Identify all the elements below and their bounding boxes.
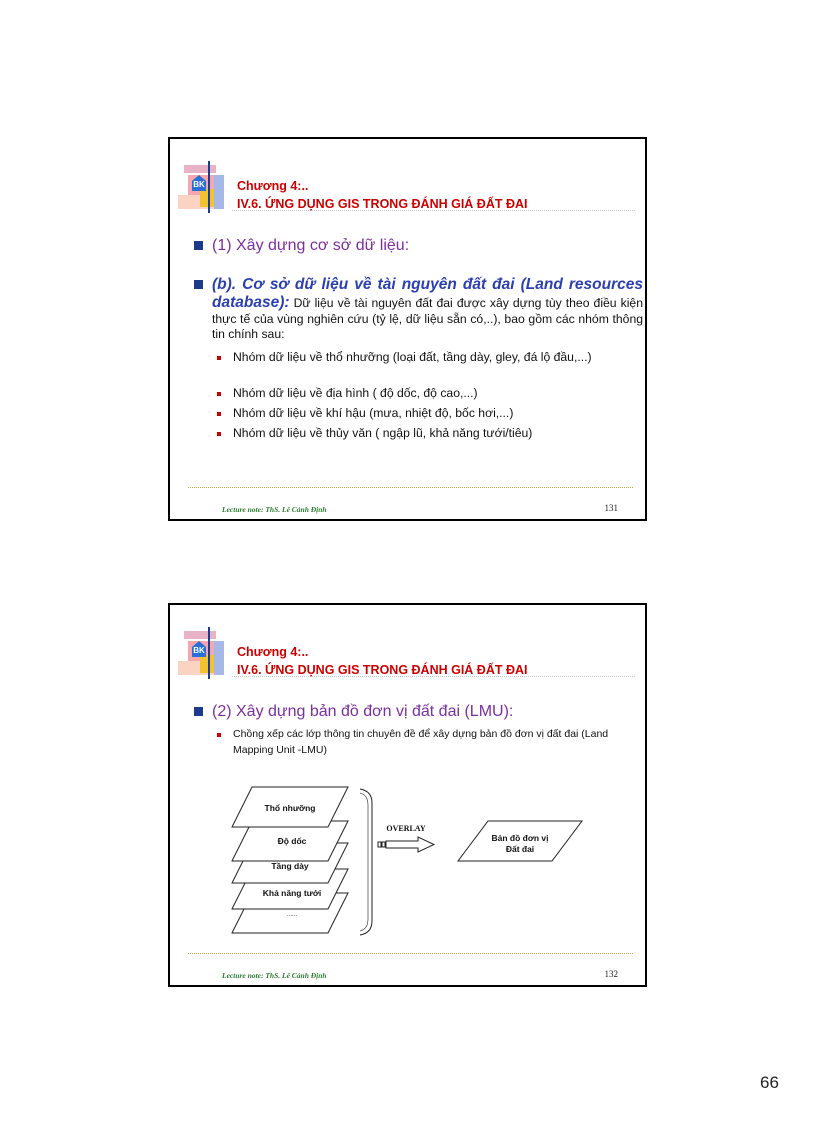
bullet-item: Nhóm dữ liệu về thủy văn ( ngập lũ, khả năng tưới/tiêu): [220, 425, 623, 442]
result-label-line2: Đất đai: [505, 844, 535, 854]
slide-title: IV.6. ỨNG DỤNG GIS TRONG ĐÁNH GIÁ ĐẤT ĐAI: [237, 663, 528, 677]
layer-label-tang-day: Tầng dày: [271, 861, 309, 871]
layer-label-kha-nang-tuoi: Khả năng tưới: [262, 888, 322, 898]
level1-item-2: [194, 276, 643, 342]
chapter-label: Chương 4:..: [237, 179, 309, 193]
bullet-item: Nhóm dữ liệu về khí hậu (mưa, nhiệt độ, bốc hơi,...): [220, 405, 623, 422]
level1-item-1: [194, 237, 625, 255]
layer-label-tho-nhuong: Thổ nhưỡng: [264, 803, 316, 813]
bullet-icon: [217, 733, 221, 737]
chapter-label: Chương 4:..: [237, 645, 309, 659]
level1-item-1: [194, 703, 625, 721]
slide-number: 132: [604, 969, 618, 979]
bullet-item: Nhóm dữ liệu về thổ nhưỡng (loại đất, tầng dày, gley, đá lộ đầu,...): [220, 349, 623, 366]
slide-title: IV.6. ỨNG DỤNG GIS TRONG ĐÁNH GIÁ ĐẤT ĐAI: [237, 197, 528, 211]
square-bullet-icon: [194, 707, 203, 716]
slide-132: [168, 603, 647, 987]
svg-text:BK: BK: [193, 180, 205, 189]
bullet-item: Nhóm dữ liệu về địa hình ( độ dốc, độ cao,...): [220, 385, 623, 402]
page-number: 66: [760, 1073, 779, 1092]
footer-divider: [188, 487, 633, 488]
bk-logo-icon: [174, 161, 232, 219]
bullet-icon: [217, 432, 221, 436]
bullet-item: Chồng xếp các lớp thông tin chuyên đề để xây dựng bản đồ đơn vị đất đai (Land Mapping Unit -LMU): [220, 726, 623, 758]
bullet-icon: [217, 392, 221, 396]
slide-131: [168, 137, 647, 521]
result-label-line1: Bản đồ đơn vị: [491, 833, 549, 843]
bullet-icon: [217, 412, 221, 416]
footer-divider: [188, 953, 633, 954]
bullet-icon: [217, 356, 221, 360]
bk-logo-icon: [174, 627, 232, 685]
database-heading: (b). Cơ sở dữ liệu về tài nguyên đất đai (Land resources database):: [212, 276, 643, 311]
square-bullet-icon: [194, 280, 203, 289]
lecture-note: Lecture note: ThS. Lê Cảnh Định: [222, 971, 327, 980]
slide-number: 131: [604, 503, 618, 513]
lecture-note: Lecture note: ThS. Lê Cảnh Định: [222, 505, 327, 514]
overlay-arrow-icon: [378, 837, 434, 852]
level1-text: (1) Xây dựng cơ sở dữ liệu:: [212, 237, 410, 254]
layer-label-do-doc: Độ dốc: [277, 836, 307, 846]
svg-text:BK: BK: [193, 646, 205, 655]
database-description: Dữ liệu về tài nguyên đất đai được xây dựng tùy theo điều kiện thực tế của vùng nghiên cứu (tỷ lệ, dữ liệu sẵn có,..), bao gồm các nhóm thông tin chính sau:: [212, 296, 643, 341]
brace-icon: [360, 789, 372, 935]
overlay-label: OVERLAY: [386, 824, 426, 833]
layer-label-more: ......: [286, 912, 298, 918]
lmu-overlay-diagram: [220, 783, 590, 943]
level1-text: (2) Xây dựng bản đồ đơn vị đất đai (LMU):: [212, 703, 514, 720]
square-bullet-icon: [194, 241, 203, 250]
